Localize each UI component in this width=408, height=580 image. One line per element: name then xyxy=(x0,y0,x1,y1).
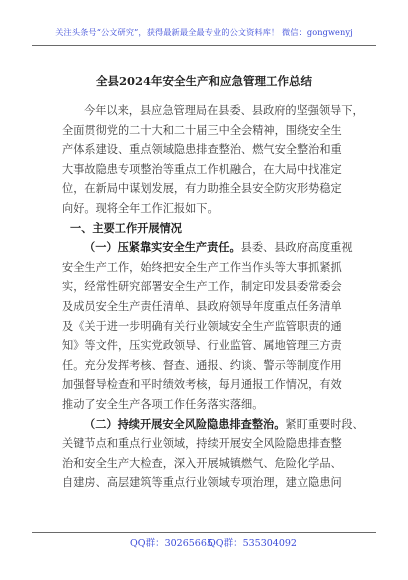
header-divider xyxy=(32,45,376,46)
paragraph-line: 推动了安全生产各项工作任务落实落细。 xyxy=(62,397,264,411)
document-body xyxy=(62,101,364,493)
section-heading: 一、主要工作开展情况 xyxy=(70,220,182,235)
item1-first-line: 县委、县政府高度重视 xyxy=(240,241,353,255)
paragraph-line: 大事故隐患专项整治等重点工作机融合，在大局中找准定 xyxy=(62,162,342,176)
paragraph-line: 自建房、高层建筑等重点行业领域专项治理，建立隐患问 xyxy=(62,476,342,490)
item1-paragraph xyxy=(62,238,358,414)
footer-qq-group-1: QQ群：30265665 xyxy=(130,538,213,549)
paragraph-line: 知》等文件，压实党政领导、行业监管、属地管理三方责 xyxy=(62,339,342,353)
paragraph-line: 全面贯彻党的二十大和二十届三中全会精神，围绕安全生 xyxy=(62,123,342,137)
footer-qq-group-2: QQ群：535304092 xyxy=(208,538,297,549)
paragraph-line: 向好。现将全年工作汇报如下。 xyxy=(62,201,219,215)
document-title: 全县2024年安全生产和应急管理工作总结 xyxy=(95,74,312,88)
item2-first-line: 紧盯重要时段、 xyxy=(285,417,364,431)
paragraph-line: 任。充分发挥考核、督查、通报、约谈、警示等制度作用 xyxy=(62,358,342,372)
paragraph-line xyxy=(62,238,358,258)
paragraph-line: 位，在新局中谋划发展，有力助推全县安全防灾形势稳定 xyxy=(62,182,342,196)
item2-paragraph xyxy=(62,415,364,493)
paragraph-line: 安全生产工作，始终把安全生产工作当作头等大事抓紧抓 xyxy=(62,260,342,274)
paragraph-line: 产体系建设、重点领域隐患排查整治、燃气安全整治和重 xyxy=(62,143,342,157)
intro-paragraph xyxy=(62,101,364,219)
paragraph-line: 及成员安全生产责任清单、县政府领导年度重点任务清单 xyxy=(62,299,342,313)
paragraph-line: 治和安全生产大检查，深入开展城镇燃气、危险化学品、 xyxy=(62,456,342,470)
item1-title: （一）压紧靠实安全生产责任。 xyxy=(84,240,241,255)
paragraph-line: 实，经常性研究部署安全生产工作，制定印发县委常委会 xyxy=(62,280,342,294)
item2-title: （二）持续开展安全风险隐患排查整治。 xyxy=(84,416,286,431)
paragraph-line: 关键节点和重点行业领域，持续开展安全风险隐患排查整 xyxy=(62,437,342,451)
header-banner: 关注头条号“公文研究”，获得最新最全最专业的公文资料库！ 微信：gongwenyj xyxy=(55,27,353,37)
footer-divider xyxy=(32,532,376,533)
paragraph-line: 加强督导检查和平时绩效考核，每月通报工作情况，有效 xyxy=(62,378,342,392)
paragraph-line xyxy=(62,415,364,435)
paragraph-line: 今年以来，县应急管理局在县委、县政府的坚强领导下， xyxy=(84,104,364,117)
paragraph-line: 及《关于进一步明确有关行业领域安全生产监管职责的通 xyxy=(62,319,342,333)
